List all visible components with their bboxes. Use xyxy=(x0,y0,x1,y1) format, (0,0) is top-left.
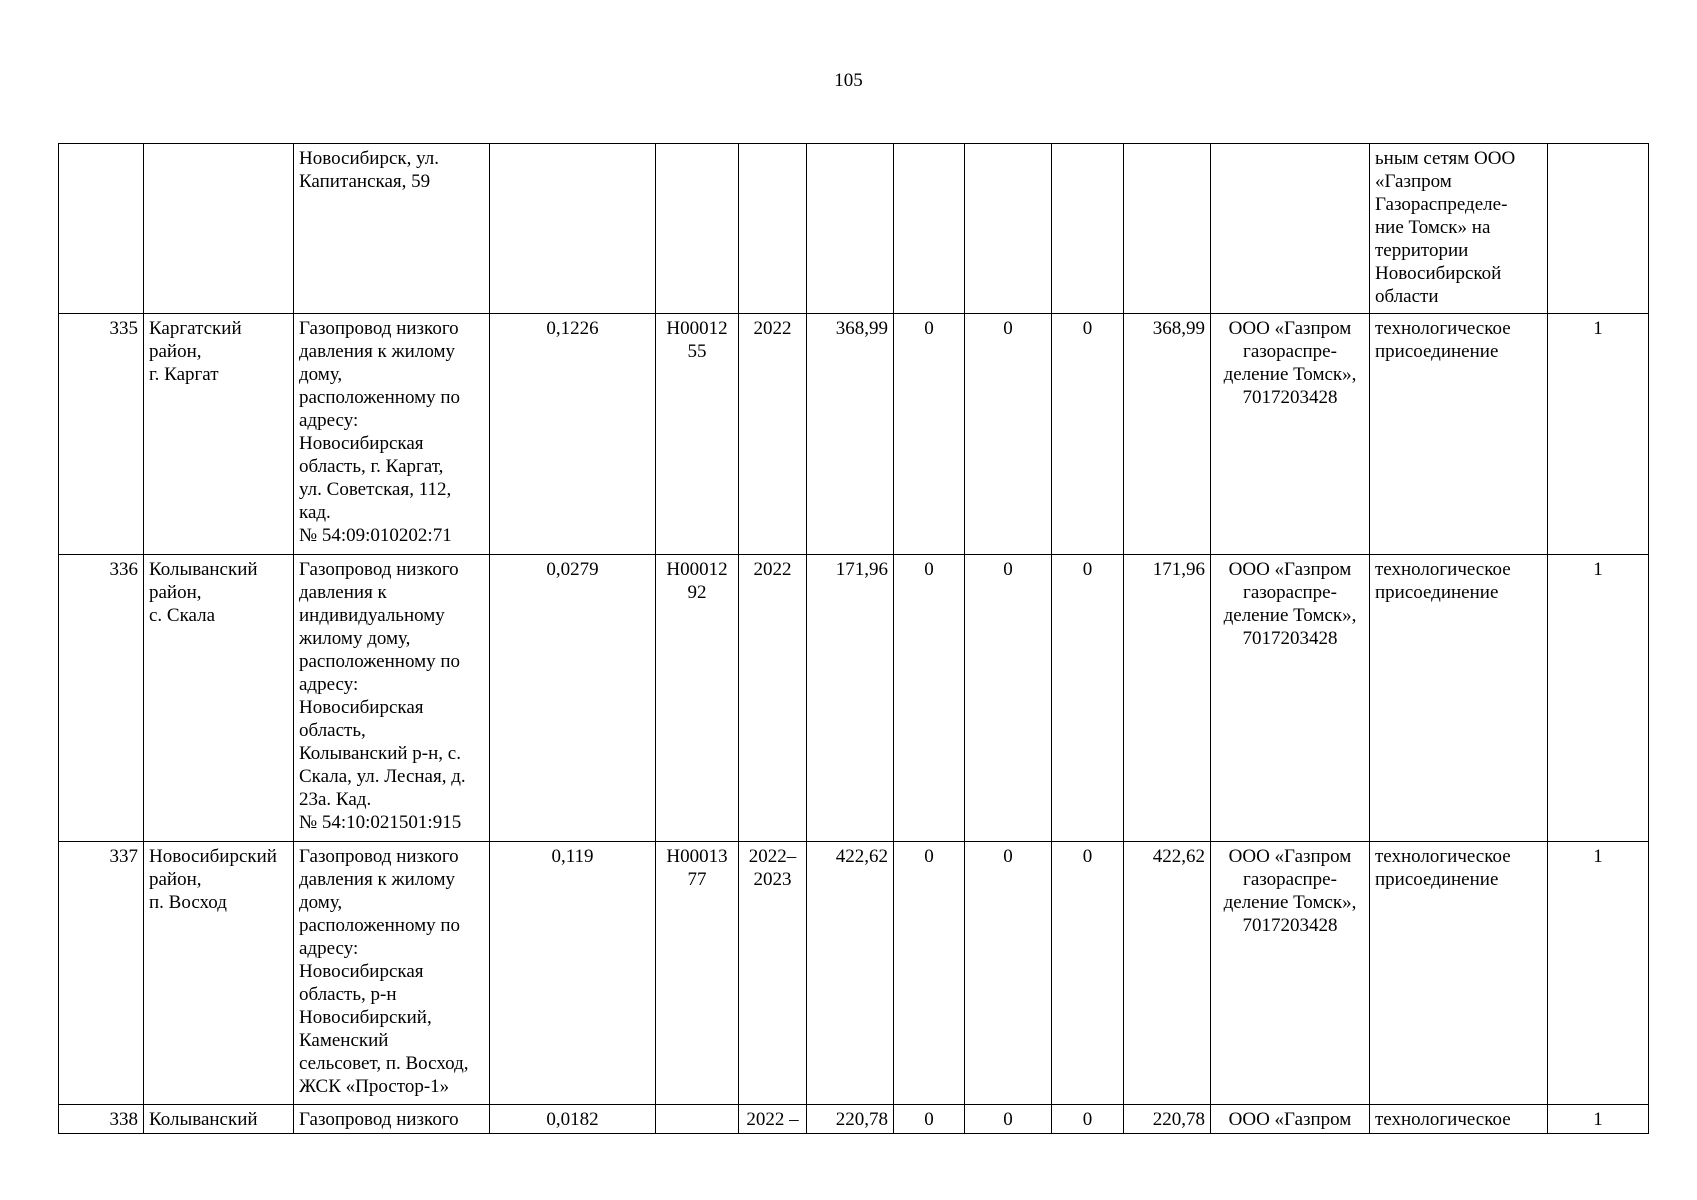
row-number-cell: 335 xyxy=(59,314,144,555)
page-number: 105 xyxy=(834,70,863,91)
inventory-number-cell: Н00013 77 xyxy=(656,842,739,1105)
value-cell: 0 xyxy=(965,555,1052,842)
district-cell: Новосибирский район, п. Восход xyxy=(144,842,294,1105)
purpose-cell: технологическое xyxy=(1370,1105,1548,1134)
cost-cell: 422,62 xyxy=(1124,842,1211,1105)
year-cell xyxy=(739,144,807,314)
length-cell: 0,0279 xyxy=(490,555,656,842)
value-cell xyxy=(1052,144,1124,314)
row-number-cell: 338 xyxy=(59,1105,144,1134)
purpose-cell: технологическое присоединение xyxy=(1370,314,1548,555)
value-cell: 0 xyxy=(965,1105,1052,1134)
total-cost-cell: 422,62 xyxy=(807,842,894,1105)
total-cost-cell: 368,99 xyxy=(807,314,894,555)
table-row xyxy=(59,314,1649,555)
inventory-number-cell xyxy=(656,144,739,314)
object-description-cell: Газопровод низкого давления к жилому дому, расположенному по адресу: Новосибирская область, р-н Новосибирский, Каменский сельсовет, п. Восход, ЖСК «Простор-1» xyxy=(294,842,490,1105)
quantity-cell: 1 xyxy=(1548,842,1649,1105)
cost-cell: 220,78 xyxy=(1124,1105,1211,1134)
total-cost-cell: 171,96 xyxy=(807,555,894,842)
total-cost-cell xyxy=(807,144,894,314)
inventory-number-cell: Н00012 55 xyxy=(656,314,739,555)
value-cell: 0 xyxy=(1052,842,1124,1105)
inventory-number-cell xyxy=(656,1105,739,1134)
purpose-cell: технологическое присоединение xyxy=(1370,842,1548,1105)
year-cell: 2022 xyxy=(739,555,807,842)
value-cell: 0 xyxy=(1052,314,1124,555)
organization-cell: ООО «Газпром газораспре- деление Томск», 7017203428 xyxy=(1211,314,1370,555)
inventory-number-cell: Н00012 92 xyxy=(656,555,739,842)
table-row xyxy=(59,842,1649,1105)
district-cell: Каргатский район, г. Каргат xyxy=(144,314,294,555)
value-cell: 0 xyxy=(894,555,965,842)
organization-cell: ООО «Газпром газораспре- деление Томск», 7017203428 xyxy=(1211,842,1370,1105)
row-number-cell: 336 xyxy=(59,555,144,842)
row-number-cell: 337 xyxy=(59,842,144,1105)
value-cell: 0 xyxy=(894,842,965,1105)
row-number-cell xyxy=(59,144,144,314)
object-description-cell: Газопровод низкого давления к индивидуальному жилому дому, расположенному по адресу: Новосибирская область, Колыванский р-н, с. Скала, ул. Лесная, д. 23а. Кад. № 54:10:021501:915 xyxy=(294,555,490,842)
cost-cell: 171,96 xyxy=(1124,555,1211,842)
district-cell: Колыванский xyxy=(144,1105,294,1134)
organization-cell: ООО «Газпром xyxy=(1211,1105,1370,1134)
registry-table xyxy=(58,143,1649,1134)
value-cell xyxy=(894,144,965,314)
total-cost-cell: 220,78 xyxy=(807,1105,894,1134)
table-row xyxy=(59,144,1649,314)
district-cell xyxy=(144,144,294,314)
quantity-cell: 1 xyxy=(1548,1105,1649,1134)
length-cell: 0,0182 xyxy=(490,1105,656,1134)
district-cell: Колыванский район, с. Скала xyxy=(144,555,294,842)
value-cell: 0 xyxy=(894,1105,965,1134)
quantity-cell: 1 xyxy=(1548,314,1649,555)
value-cell: 0 xyxy=(1052,555,1124,842)
year-cell: 2022 – xyxy=(739,1105,807,1134)
value-cell: 0 xyxy=(894,314,965,555)
year-cell: 2022 xyxy=(739,314,807,555)
table-row xyxy=(59,555,1649,842)
length-cell: 0,1226 xyxy=(490,314,656,555)
object-description-cell: Новосибирск, ул. Капитанская, 59 xyxy=(294,144,490,314)
length-cell xyxy=(490,144,656,314)
cost-cell: 368,99 xyxy=(1124,314,1211,555)
object-description-cell: Газопровод низкого давления к жилому дому, расположенному по адресу: Новосибирская область, г. Каргат, ул. Советская, 112, кад. № 54:09:010202:71 xyxy=(294,314,490,555)
year-cell: 2022– 2023 xyxy=(739,842,807,1105)
length-cell: 0,119 xyxy=(490,842,656,1105)
value-cell xyxy=(965,144,1052,314)
quantity-cell xyxy=(1548,144,1649,314)
value-cell: 0 xyxy=(965,314,1052,555)
quantity-cell: 1 xyxy=(1548,555,1649,842)
organization-cell: ООО «Газпром газораспре- деление Томск», 7017203428 xyxy=(1211,555,1370,842)
cost-cell xyxy=(1124,144,1211,314)
value-cell: 0 xyxy=(965,842,1052,1105)
value-cell: 0 xyxy=(1052,1105,1124,1134)
purpose-cell: ьным сетям ООО «Газпром Газораспределе- ние Томск» на территории Новосибирской области xyxy=(1370,144,1548,314)
purpose-cell: технологическое присоединение xyxy=(1370,555,1548,842)
object-description-cell: Газопровод низкого xyxy=(294,1105,490,1134)
table-row xyxy=(59,1105,1649,1134)
organization-cell xyxy=(1211,144,1370,314)
